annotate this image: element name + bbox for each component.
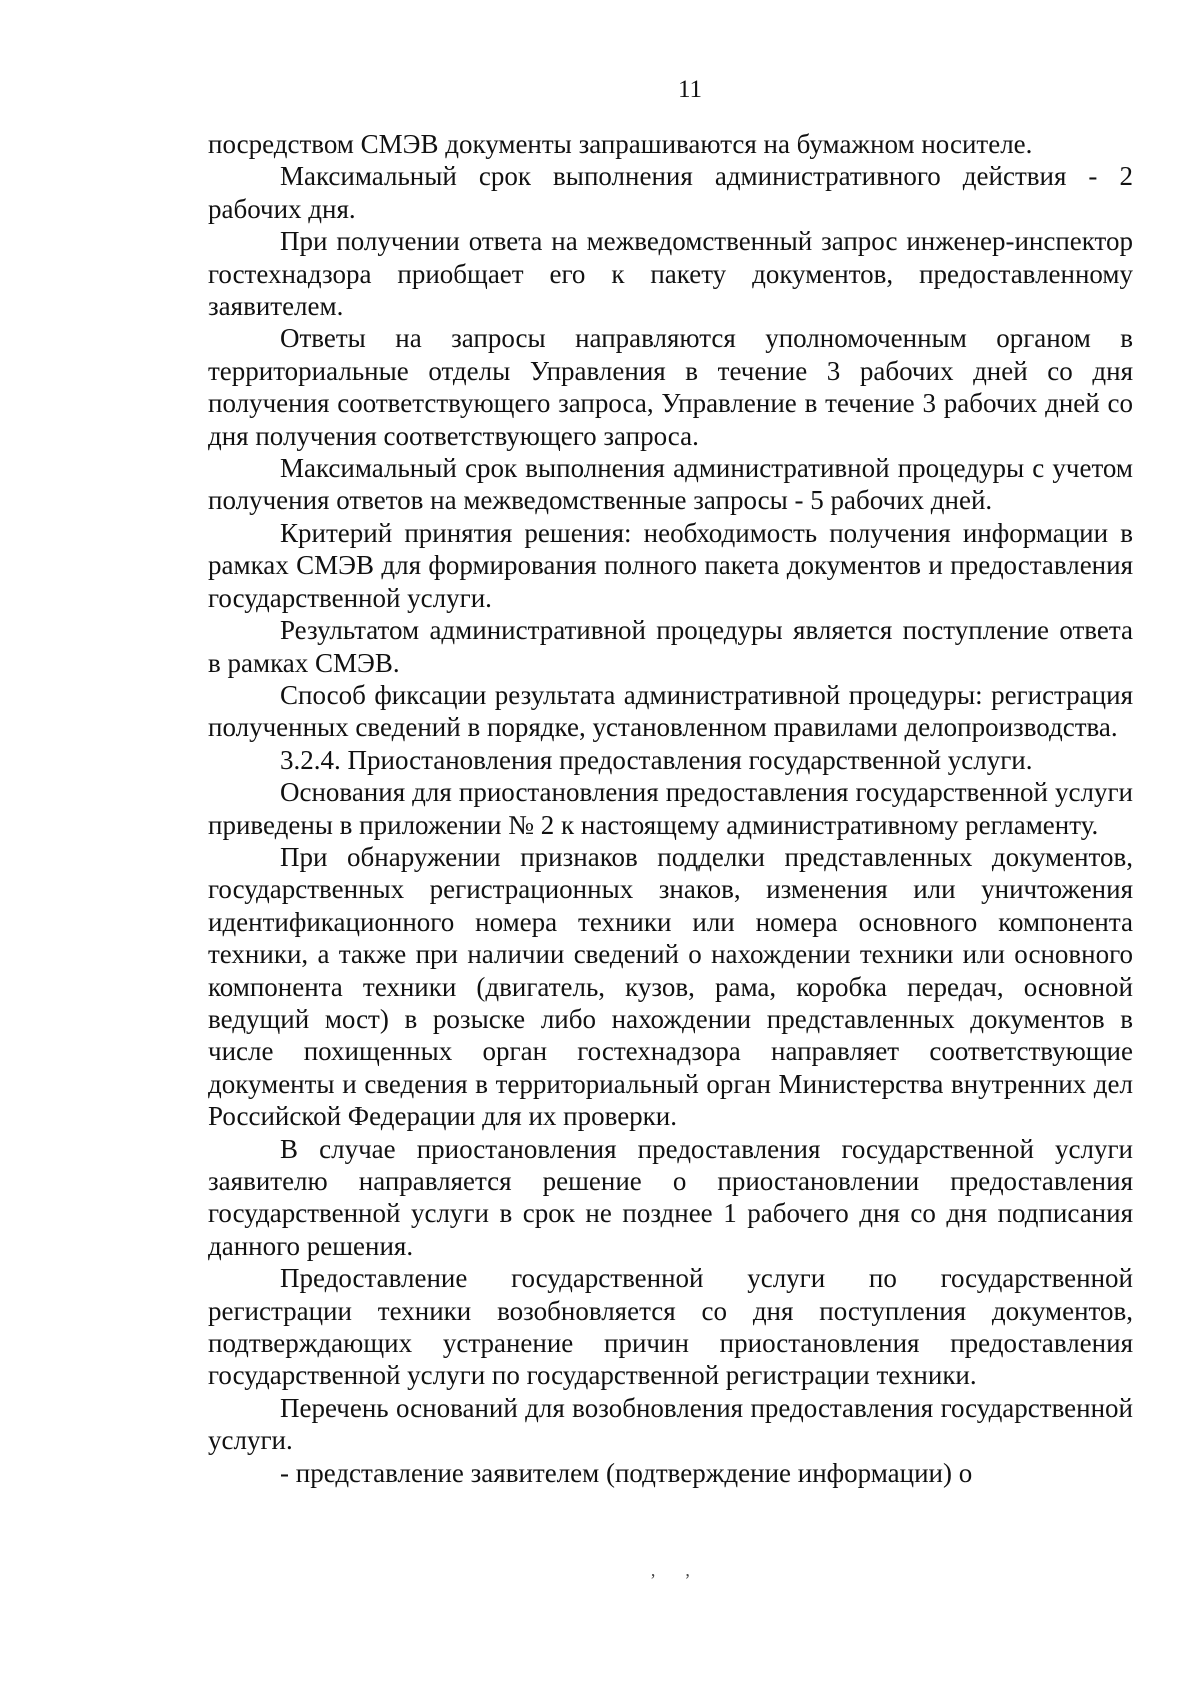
paragraph-14: Перечень оснований для возобновления предоставления государственной услуги. (208, 1392, 1133, 1456)
document-body (208, 128, 1133, 1489)
paragraph-7: Результатом административной процедуры является поступление ответа в рамках СМЭВ. (208, 615, 1133, 678)
paragraph-8: Способ фиксации результата административной процедуры: регистрация полученных сведений в порядке, установленном правилами делопроизводства. (208, 679, 1133, 743)
paragraph-3: При получении ответа на межведомственный запрос инженер-инспектор гостехнадзора приобщает его к пакету документов, предоставленному заявителем. (208, 226, 1133, 322)
paragraph-2: Максимальный срок выполнения административного действия - 2 рабочих дня. (208, 161, 1133, 224)
paragraph-13: Предоставление государственной услуги по государственной регистрации техники возобновляется со дня поступления документов, подтверждающих устранение причин приостановления предоставления государственной услуги по государственной регистрации техники. (208, 1263, 1133, 1391)
section-heading: 3.2.4. Приостановления предоставления государственной услуги. (280, 744, 1033, 775)
list-item-dash: - представление заявителем (подтверждение информации) о (280, 1457, 973, 1488)
page-number: 11 (677, 76, 703, 103)
scan-artifact-marks: ‚ ‚ (650, 1560, 703, 1580)
paragraph-1: посредством СМЭВ документы запрашиваются на бумажном носителе. (208, 129, 1033, 159)
paragraph-11: При обнаружении признаков подделки представленных документов, государственных регистрационных знаков, изменения или уничтожения идентификационного номера техники или номера основного компонента техники, а также при наличии сведений о нахождении техники или основного компонента техники (двигатель, кузов, рама, коробка передач, основной ведущий мост) в розыске либо нахождении представленных документов в числе похищенных орган гостехнадзора направляет соответствующие документы и сведения в территориальный орган Министерства внутренних дел Российской Федерации для их проверки. (208, 841, 1133, 1132)
paragraph-5: Максимальный срок выполнения административной процедуры с учетом получения ответов на межведомственные запросы - 5 рабочих дней. (208, 453, 1133, 516)
paragraph-12: В случае приостановления предоставления государственной услуги заявителю направляется решение о приостановлении предоставления государственной услуги в срок не позднее 1 рабочего дня со дня подписания данного решения. (208, 1133, 1133, 1261)
paragraph-4: Ответы на запросы направляются уполномоченным органом в территориальные отделы Управления в течение 3 рабочих дней со дня получения соответствующего запроса, Управление в течение 3 рабочих дней со дня получения соответствующего запроса. (208, 323, 1133, 451)
paragraph-6: Критерий принятия решения: необходимость получения информации в рамках СМЭВ для формирования полного пакета документов и предоставления государственной услуги. (208, 517, 1133, 613)
paragraph-10: Основания для приостановления предоставления государственной услуги приведены в приложении № 2 к настоящему административному регламенту. (208, 777, 1133, 840)
